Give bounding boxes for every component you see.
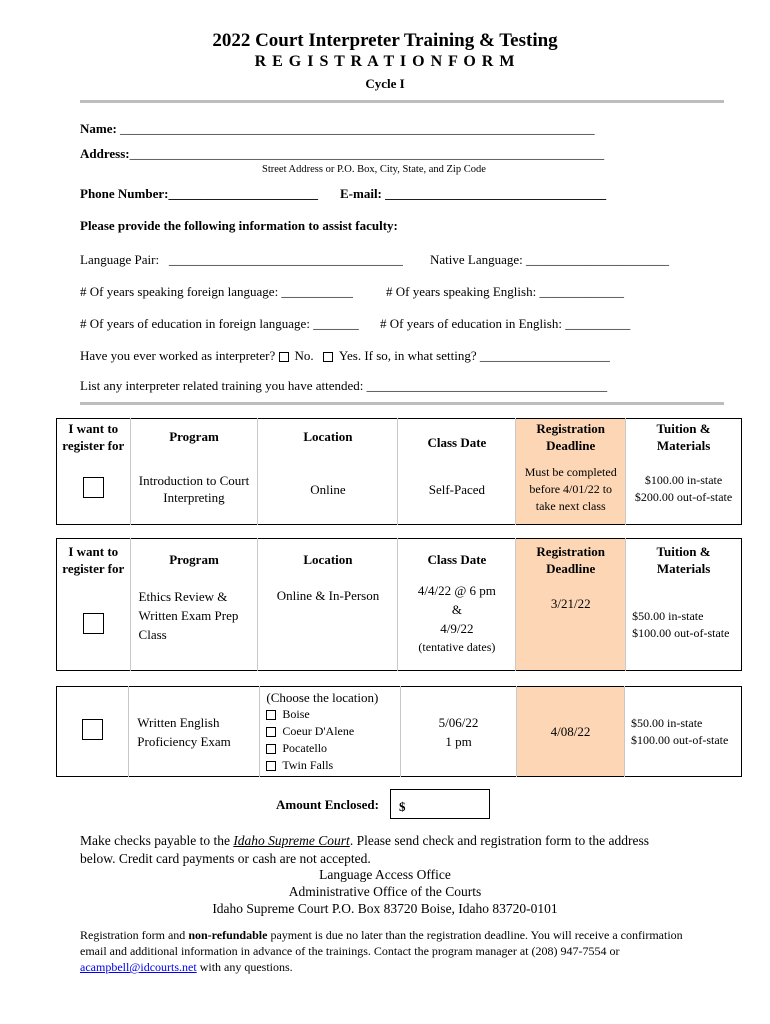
form-title: 2022 Court Interpreter Training & Testing [212, 30, 558, 51]
program-intro: Introduction to Court Interpreting [130, 455, 258, 525]
table-english-exam [56, 686, 742, 777]
header-register: I want to register for [62, 420, 125, 453]
yes-label: Yes. If so, in what setting? ____________________ [338, 348, 610, 363]
native-language-field[interactable]: Native Language: ______________________ [430, 252, 670, 267]
email-label: E-mail: [340, 186, 382, 201]
phone-field[interactable] [80, 186, 318, 202]
address-field[interactable] [80, 146, 604, 162]
class-date-ethics [398, 581, 516, 671]
header-register: I want to register for [62, 543, 125, 576]
amount-input[interactable] [390, 789, 490, 819]
faculty-heading: Please provide the following information to assist faculty: [80, 218, 398, 233]
cycle-label: Cycle I [365, 76, 405, 91]
register-cell [57, 455, 131, 525]
worked-question [80, 348, 610, 364]
tuition-out-state: $100.00 out-of-state [632, 626, 730, 641]
deadline-ethics: 3/21/22 [516, 581, 626, 671]
edu-foreign-field[interactable]: # Of years of education in foreign language: _______ [80, 316, 359, 331]
language-pair-line: ____________________________________ [168, 252, 403, 267]
header-deadline: Registration Deadline [516, 539, 626, 581]
header-program: Program [130, 419, 258, 455]
header-program: Program [130, 539, 258, 581]
name-line: _________________________________________________________________________ [120, 121, 595, 136]
amount-symbol: $ [399, 799, 406, 814]
worked-question-text: Have you ever worked as interpreter? [80, 348, 276, 363]
address-hint: Street Address or P.O. Box, City, State, and Zip Code [262, 164, 486, 175]
tuition-ethics [626, 581, 742, 671]
location-option-coeur-dalene[interactable]: Coeur D'Alene [266, 723, 397, 740]
tuition-in-state: $50.00 in-state [631, 715, 703, 730]
checks-instructions-line2: below. Credit card payments or cash are not accepted. [80, 851, 371, 866]
office-name: Language Access Office [319, 867, 451, 882]
class-date-note: (tentative dates) [418, 639, 496, 654]
language-pair-field[interactable] [80, 252, 403, 268]
class-date-english [401, 687, 517, 777]
location-ethics: Online & In-Person [258, 581, 398, 671]
tuition-english [625, 687, 742, 777]
registration-note: Registration form and non-refundable payment is due no later than the registration deadline. You will receive a confirmation email and additional information in advance of the trainings. Contact the program manager at (208) 947-7554 or acampbell@idcourts.net with any questions. [80, 928, 683, 974]
register-intro-checkbox[interactable] [83, 477, 104, 498]
edu-english-field[interactable]: # Of years of education in English: __________ [380, 316, 631, 331]
office-address: Idaho Supreme Court P.O. Box 83720 Boise, Idaho 83720-0101 [212, 901, 558, 916]
location-option-twin-falls[interactable]: Twin Falls [266, 757, 397, 774]
years-foreign-field[interactable]: # Of years speaking foreign language: ___________ [80, 284, 353, 299]
phone-label: Phone Number: [80, 186, 169, 201]
table-row [57, 581, 742, 671]
name-label: Name: [80, 121, 117, 136]
register-ethics-checkbox[interactable] [83, 613, 104, 634]
tuition-out-state: $200.00 out-of-state [634, 490, 733, 505]
location-heading: (Choose the location) [266, 690, 379, 705]
header-location: Location [258, 539, 398, 581]
register-cell [57, 581, 131, 671]
yes-checkbox[interactable] [323, 352, 333, 362]
no-label: No. [294, 348, 314, 363]
tuition-out-state: $100.00 out-of-state [631, 732, 729, 747]
header-class-date: Class Date [398, 539, 516, 581]
class-date-amp: & [451, 601, 462, 617]
header-class-date: Class Date [398, 419, 516, 455]
class-date-2: 1 pm [445, 733, 472, 749]
header-tuition: Tuition & Materials [626, 419, 742, 455]
address-label: Address: [80, 146, 130, 161]
header-location: Location [258, 419, 398, 455]
class-date-1: 4/4/22 @ 6 pm [417, 582, 496, 598]
divider-middle [80, 402, 724, 405]
table-ethics [56, 538, 742, 671]
office-department: Administrative Office of the Courts [288, 884, 482, 899]
location-english [260, 687, 401, 777]
table-row [57, 455, 742, 525]
location-option-pocatello[interactable]: Pocatello [266, 740, 397, 757]
header-deadline: Registration Deadline [516, 419, 626, 455]
payee-name: Idaho Supreme Court [233, 833, 350, 848]
table-intro [56, 418, 742, 525]
deadline-english: 4/08/22 [516, 687, 624, 777]
program-english: Written English Proficiency Exam [129, 687, 260, 777]
tuition-intro [626, 455, 742, 525]
tuition-in-state: $100.00 in-state [644, 473, 723, 488]
class-date-intro: Self-Paced [398, 455, 516, 525]
register-cell [57, 687, 129, 777]
class-date-1: 5/06/22 [438, 714, 479, 730]
years-english-field[interactable]: # Of years speaking English: _____________ [386, 284, 624, 299]
email-line: __________________________________ [385, 186, 607, 201]
phone-line: _______________________ [168, 186, 318, 201]
deadline-intro: Must be completed before 4/01/22 to take next class [516, 455, 626, 525]
register-english-checkbox[interactable] [82, 719, 103, 740]
contact-email-link[interactable]: acampbell@idcourts.net [80, 960, 197, 974]
language-pair-label: Language Pair: [80, 252, 160, 267]
email-field[interactable] [340, 186, 606, 202]
address-line: _________________________________________________________________________ [129, 146, 605, 161]
amount-label: Amount Enclosed: [276, 797, 379, 812]
form-subtitle: R E G I S T R A T I O N F O R M [254, 53, 516, 70]
divider-top [80, 100, 724, 103]
no-checkbox[interactable] [279, 352, 289, 362]
location-intro: Online [258, 455, 398, 525]
location-option-boise[interactable]: Boise [266, 706, 397, 723]
training-field[interactable]: List any interpreter related training you have attended: _____________________________________ [80, 378, 608, 393]
checks-instructions: Make checks payable to the Idaho Supreme Court. Please send check and registration form to the address [80, 833, 649, 848]
table-row [57, 687, 742, 777]
program-ethics: Ethics Review & Written Exam Prep Class [130, 581, 258, 671]
name-field[interactable] [80, 121, 595, 137]
tuition-in-state: $50.00 in-state [632, 609, 704, 624]
class-date-2: 4/9/22 [440, 620, 474, 636]
header-tuition: Tuition & Materials [626, 539, 742, 581]
